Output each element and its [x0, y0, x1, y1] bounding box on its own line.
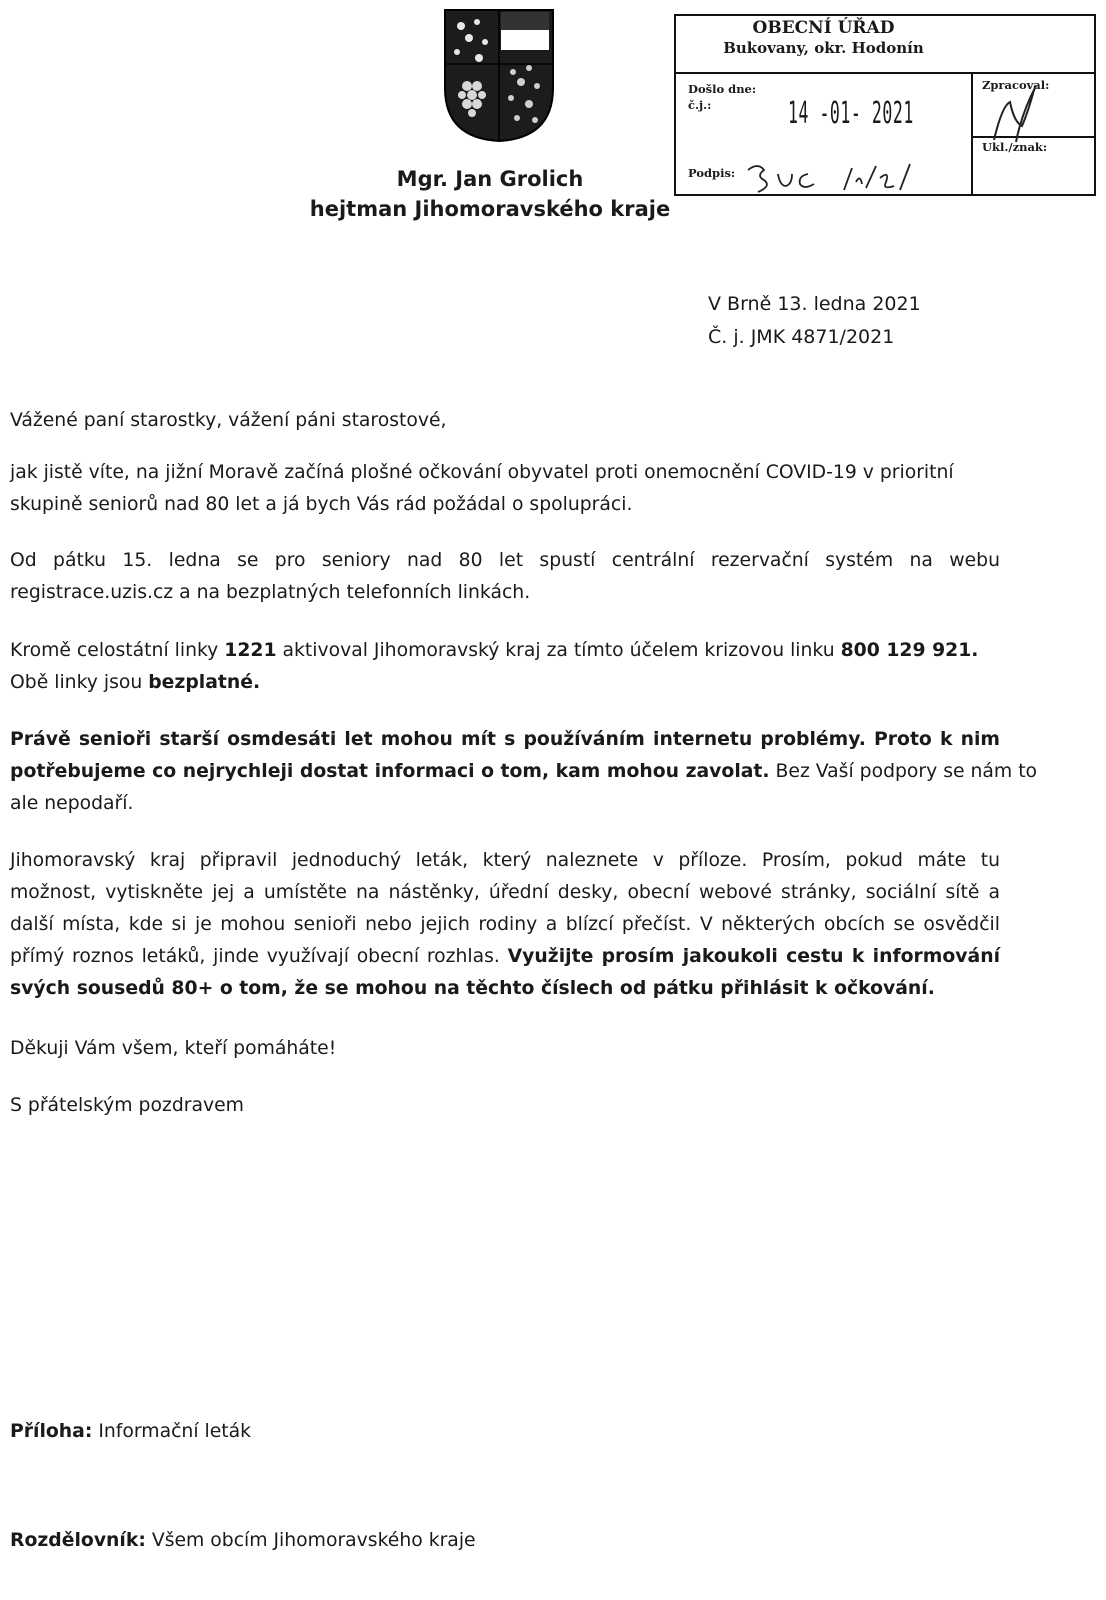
distribution-line: [10, 1525, 1000, 1557]
national-hotline: 1221: [224, 640, 277, 661]
stamp-ref-label: č.j.:: [688, 98, 712, 112]
distribution-label: Rozdělovník:: [10, 1530, 146, 1551]
attachment-line: [10, 1416, 1000, 1448]
paragraph-3: Kromě celostátní linky 1221 aktivoval Jihomoravský kraj za tímto účelem krizovou linku 800 129 921. Obě linky jsou bezplatné.: [10, 640, 979, 693]
stamp-filing-label: Ukl./znak:: [982, 140, 1048, 154]
letter-meta: [708, 288, 921, 354]
stamp-signature-label: Podpis:: [688, 166, 736, 180]
attachment-value: Informační leták: [92, 1421, 252, 1442]
sender-block: [300, 164, 680, 224]
stamp-received-label: Došlo dne:: [688, 82, 757, 96]
registry-stamp: [674, 14, 1096, 196]
handwritten-signature-icon: [744, 160, 924, 196]
paragraph-5: Jihomoravský kraj připravil jednoduchý leták, který naleznete v příloze. Prosím, pokud máte tu možnost, vytiskněte jej a umístěte na nástěnky, úřední desky, obecní webové stránky, sociální sítě a další místa, kde si je mohou senioři nebo jejich rodiny a blízcí přečíst. V některých obcích se osvědčil přímý roznos letáků, jinde využívají obecní rozhlas. Využijte prosím jakoukoli cestu k informování svých sousedů 80+ o tom, že se mohou na těchto číslech od pátku přihlásit k očkování.: [10, 850, 1001, 999]
salutation: Vážené paní starostky, vážení páni starostové,: [10, 410, 447, 431]
attachment-label: Příloha:: [10, 1421, 93, 1442]
stamp-processed-label: Zpracoval:: [982, 78, 1050, 92]
stamp-location: Bukovany, okr. Hodonín: [723, 39, 924, 57]
sender-title: hejtman Jihomoravského kraje: [309, 197, 671, 221]
handwritten-initials-icon: [988, 82, 1048, 144]
stamp-received-date: 14 -01- 2021: [788, 96, 914, 131]
sender-name: Mgr. Jan Grolich: [396, 167, 584, 191]
distribution-value: Všem obcím Jihomoravského kraje: [145, 1530, 476, 1551]
regional-hotline: 800 129 921.: [840, 640, 979, 661]
closing-line: S přátelským pozdravem: [10, 1095, 244, 1116]
paragraph-2: Od pátku 15. ledna se pro seniory nad 80 let spustí centrální rezervační systém na webu registrace.uzis.cz a na bezplatných telefonních linkách.: [10, 550, 1000, 603]
paragraph-4: Právě senioři starší osmdesáti let mohou mít s používáním internetu problémy. Proto k nim potřebujeme co nejrychleji dostat informaci o tom, kam mohou zavolat. Bez Vaší podpory se nám to ale nepodaří.: [10, 729, 1038, 814]
reference-number: Č. j. JMK 4871/2021: [708, 326, 895, 348]
thanks-line: Děkuji Vám všem, kteří pomáháte!: [10, 1038, 337, 1059]
place-date: V Brně 13. ledna 2021: [708, 293, 921, 315]
stamp-office: OBECNÍ ÚŘAD: [752, 18, 895, 38]
coat-of-arms-icon: [443, 8, 555, 143]
paragraph-1: jak jistě víte, na jižní Moravě začíná plošné očkování obyvatel proti onemocnění COVID-19 v prioritní skupině seniorů nad 80 let a já bych Vás rád požádal o spolupráci.: [10, 462, 954, 515]
